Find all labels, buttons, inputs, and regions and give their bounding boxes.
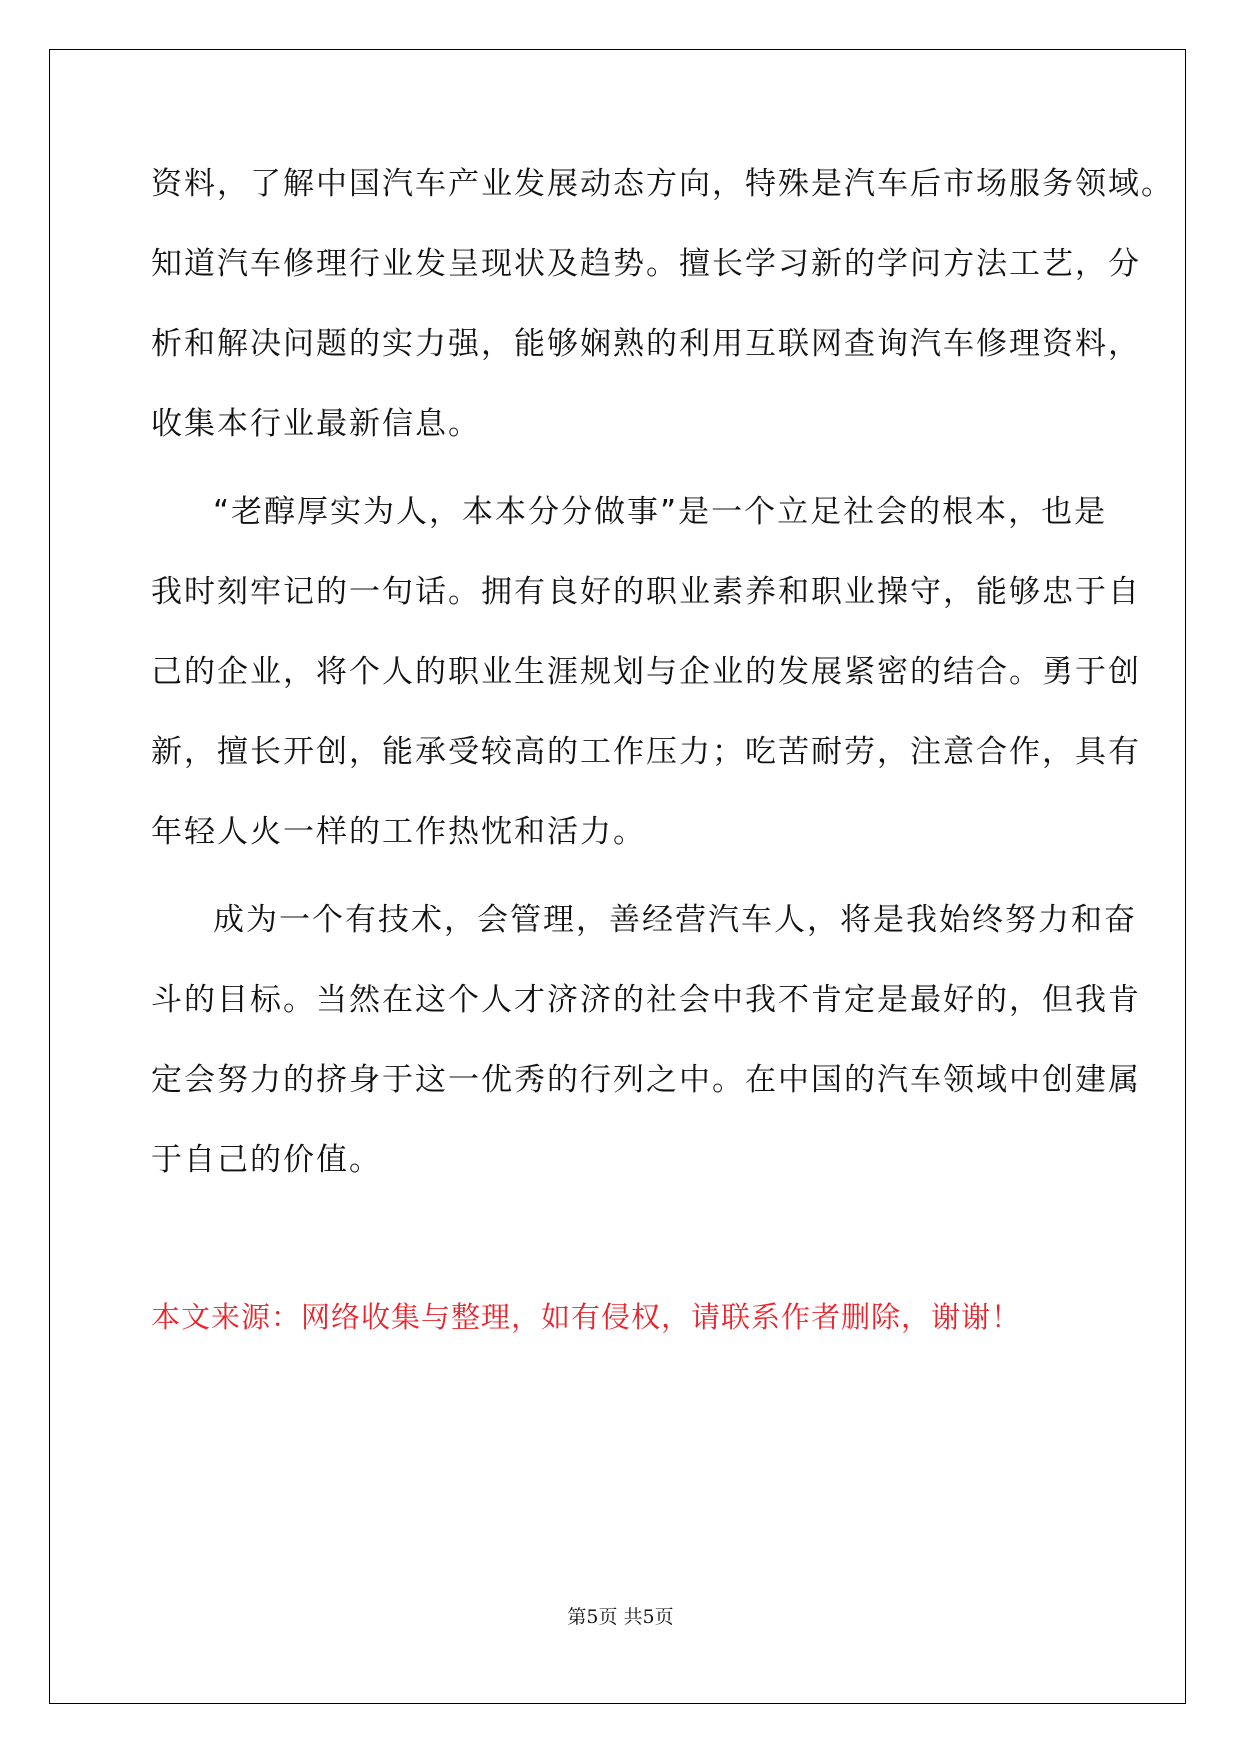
body-line-12: 定会努力的挤身于这一优秀的行列之中。在中国的汽车领域中创建属 [151,1062,1141,1098]
page-border [49,49,1186,1704]
body-line-3: 析和解决问题的实力强，能够娴熟的利用互联网查询汽车修理资料， [151,326,1141,362]
body-line-2: 知道汽车修理行业发呈现状及趋势。擅长学习新的学问方法工艺，分 [151,246,1141,282]
page-number-footer: 第5页 共5页 [567,1606,674,1628]
source-notice: 本文来源：网络收集与整理，如有侵权，请联系作者删除，谢谢！ [151,1300,1022,1334]
body-line-6: 我时刻牢记的一句话。拥有良好的职业素养和职业操守，能够忠于自 [151,574,1141,610]
body-line-13: 于自己的价值。 [151,1142,382,1178]
body-line-5: “老醇厚实为人，本本分分做事”是一个立足社会的根本，也是 [213,494,1108,530]
body-line-4: 收集本行业最新信息。 [151,406,481,442]
body-line-7: 己的企业，将个人的职业生涯规划与企业的发展紧密的结合。勇于创 [151,654,1141,690]
body-line-10: 成为一个有技术，会管理，善经营汽车人，将是我始终努力和奋 [213,902,1137,938]
body-line-11: 斗的目标。当然在这个人才济济的社会中我不肯定是最好的，但我肯 [151,982,1141,1018]
body-line-9: 年轻人火一样的工作热忱和活力。 [151,814,646,850]
body-line-8: 新，擅长开创，能承受较高的工作压力；吃苦耐劳，注意合作，具有 [151,734,1141,770]
body-line-1: 资料，了解中国汽车产业发展动态方向，特殊是汽车后市场服务领域。 [151,166,1174,202]
